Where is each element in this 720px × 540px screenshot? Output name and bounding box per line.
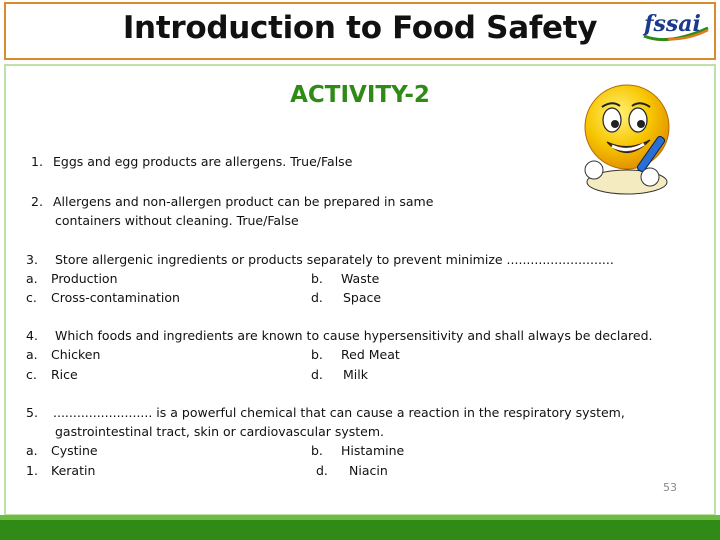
q3-option-d: Space [343,290,382,305]
q3-option-c: Cross-contamination [51,290,180,305]
q5-number: 5. [26,405,38,420]
q4-option-a: Chicken [51,347,101,362]
q4-option-b-mark: b. [311,347,323,362]
q4-number: 4. [26,328,38,343]
activity-title: ACTIVITY-2 [290,82,430,108]
footer-accent-stripe [0,515,720,520]
q3-option-a-mark: a. [26,271,38,286]
q3-option-b-mark: b. [311,271,323,286]
page-title: Introduction to Food Safety [122,10,598,46]
q3-option-b: Waste [341,271,380,286]
q5-option-c: Keratin [51,463,96,478]
q4-option-c-mark: c. [26,367,37,382]
q1-number: 1. [31,154,43,169]
q4-option-b: Red Meat [341,347,400,362]
q5-option-a-mark: a. [26,443,38,458]
q3-option-d-mark: d. [311,290,323,305]
footer-bar [0,515,720,540]
q4-text: Which foods and ingredients are known to cause hypersensitivity and shall always be declared. [55,328,653,343]
q2-text-line2: containers without cleaning. True/False [55,213,299,228]
q3-option-a: Production [51,271,118,286]
q3-option-c-mark: c. [26,290,37,305]
q5-option-a: Cystine [51,443,98,458]
fssai-logo [638,6,712,46]
q4-option-d-mark: d. [311,367,323,382]
q5-option-c-mark: 1. [26,463,38,478]
q5-option-d: Niacin [349,463,388,478]
q4-option-a-mark: a. [26,347,38,362]
q3-number: 3. [26,252,38,267]
q4-option-d: Milk [343,367,368,382]
smiley-writing-icon [572,82,682,200]
q5-option-b: Histamine [341,443,405,458]
q2-number: 2. [31,194,43,209]
q5-option-d-mark: d. [316,463,328,478]
q3-text: Store allergenic ingredients or products separately to prevent minimize ........................... [55,252,614,267]
q2-text-line1: Allergens and non-allergen product can be prepared in same [53,194,434,209]
page-number: 53 [663,481,677,494]
q5-option-b-mark: b. [311,443,323,458]
q5-text-line1: ......................... is a powerful chemical that can cause a reaction in the respiratory system, [53,405,625,420]
q4-option-c: Rice [51,367,78,382]
fssai-logo-text: fssai [644,11,701,37]
q1-text: Eggs and egg products are allergens. True/False [53,154,353,169]
q5-text-line2: gastrointestinal tract, skin or cardiovascular system. [55,424,385,439]
